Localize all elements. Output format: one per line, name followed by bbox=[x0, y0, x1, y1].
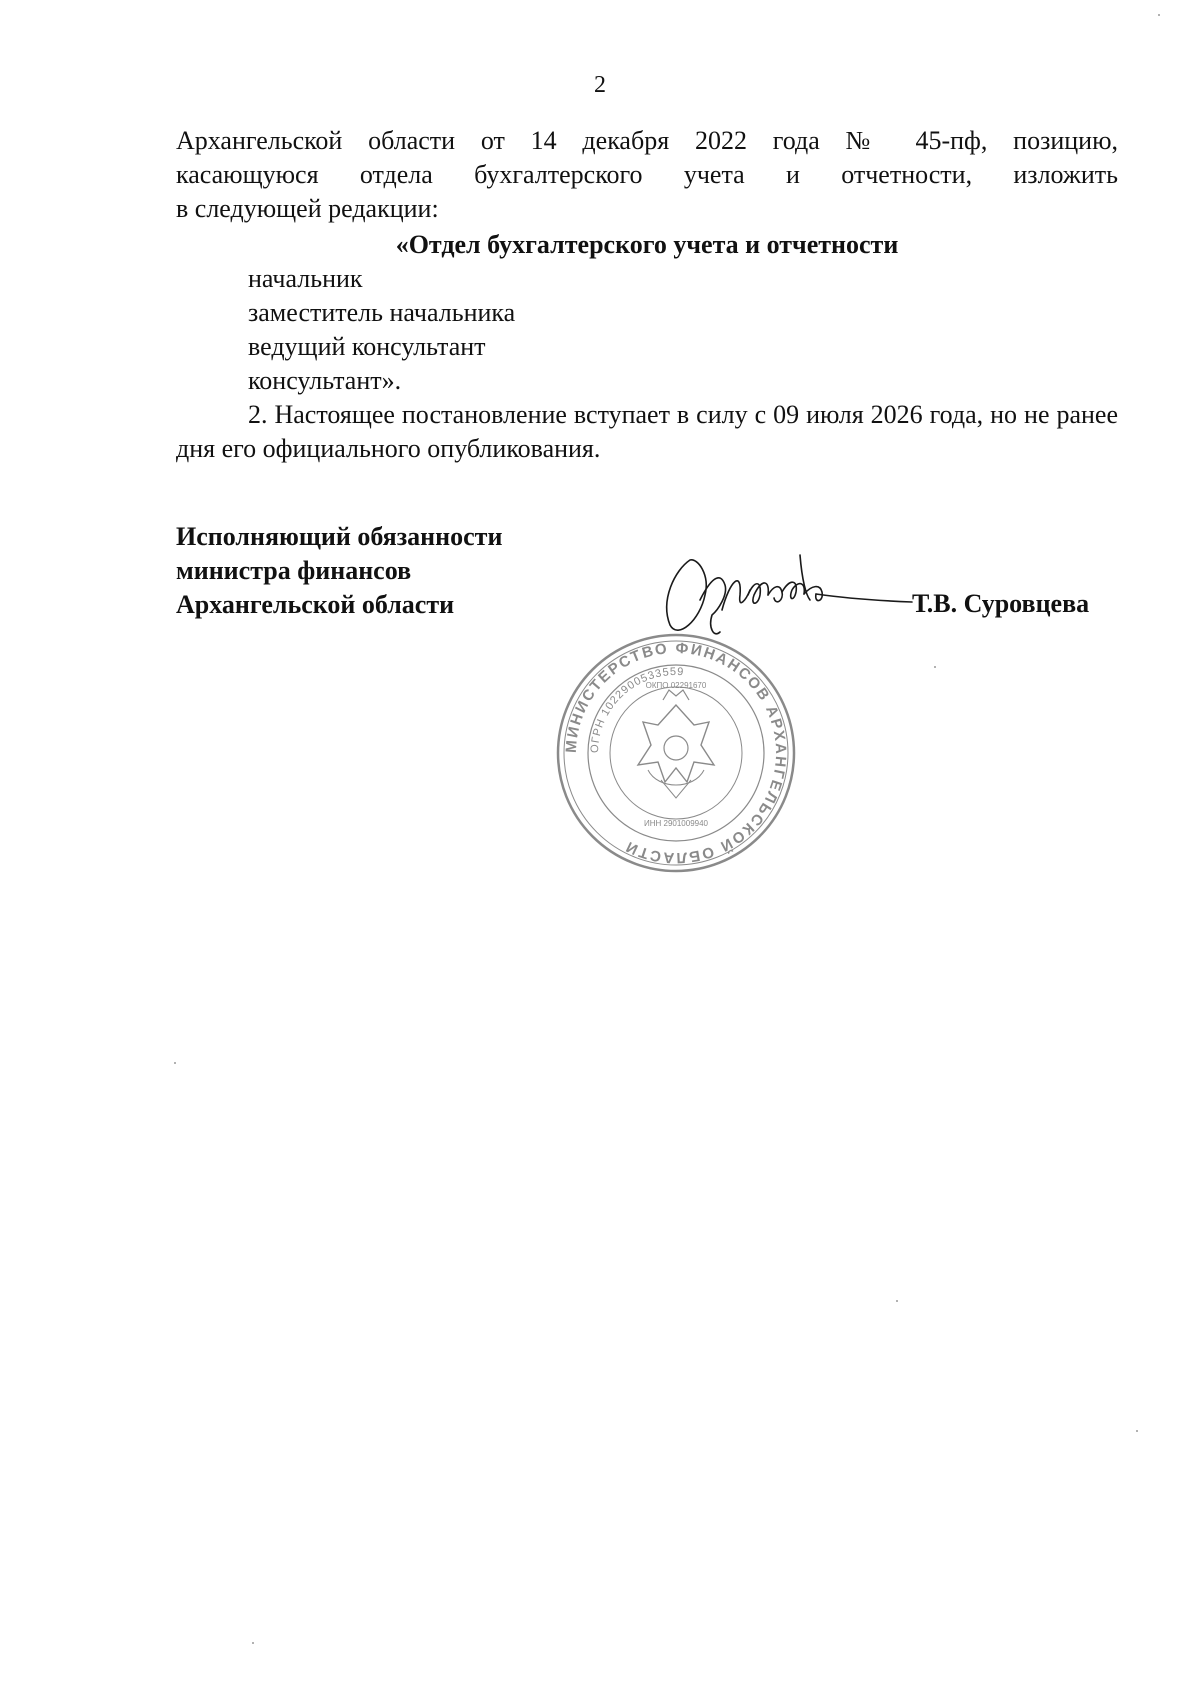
document-body bbox=[176, 124, 1118, 466]
amendment-paragraph bbox=[176, 124, 1118, 226]
seal-okpo-text: ОКПО 02291670 bbox=[645, 681, 707, 690]
signatory-name: Т.В. Суровцева bbox=[912, 589, 1090, 618]
department-title: «Отдел бухгалтерского учета и отчетности bbox=[395, 230, 899, 259]
signatory-title-line: министра финансов bbox=[176, 556, 412, 585]
scan-speck bbox=[1158, 14, 1160, 16]
page-number: 2 bbox=[594, 72, 606, 98]
position-item: ведущий консультант bbox=[248, 332, 486, 361]
paragraph-line: касающуюся отдела бухгалтерского учета и отчетности, изложить bbox=[176, 160, 1118, 189]
scan-speck bbox=[1136, 1430, 1138, 1432]
scan-speck bbox=[252, 1642, 254, 1644]
seal-inn-text: ИНН 2901009940 bbox=[643, 819, 709, 828]
paragraph-line: Архангельской области от 14 декабря 2022 года № 45-пф, позицию, bbox=[176, 126, 1118, 155]
signatory-title-line: Архангельской области bbox=[176, 590, 455, 619]
position-item: заместитель начальника bbox=[248, 298, 516, 327]
position-list bbox=[176, 262, 1118, 398]
scan-speck bbox=[174, 1062, 176, 1064]
scan-speck bbox=[896, 1300, 898, 1302]
paragraph-line: в следующей редакции: bbox=[176, 194, 439, 223]
position-item: начальник bbox=[248, 264, 363, 293]
seal-outer-text: МИНИСТЕРСТВО ФИНАНСОВ АРХАНГЕЛЬСКОЙ ОБЛАСТИ bbox=[562, 639, 790, 867]
official-seal bbox=[553, 630, 799, 876]
effective-date-paragraph: 2. Настоящее постановление вступает в силу с 09 июля 2026 года, но не ранее дня его официального опубликования. bbox=[176, 400, 1118, 463]
signatory-title bbox=[176, 520, 502, 622]
position-item: консультант». bbox=[248, 366, 402, 395]
seal-ogrn-text: ОГРН 1022900533559 bbox=[588, 665, 685, 754]
signatory-title-line: Исполняющий обязанности bbox=[176, 522, 503, 551]
scan-speck bbox=[934, 666, 936, 668]
